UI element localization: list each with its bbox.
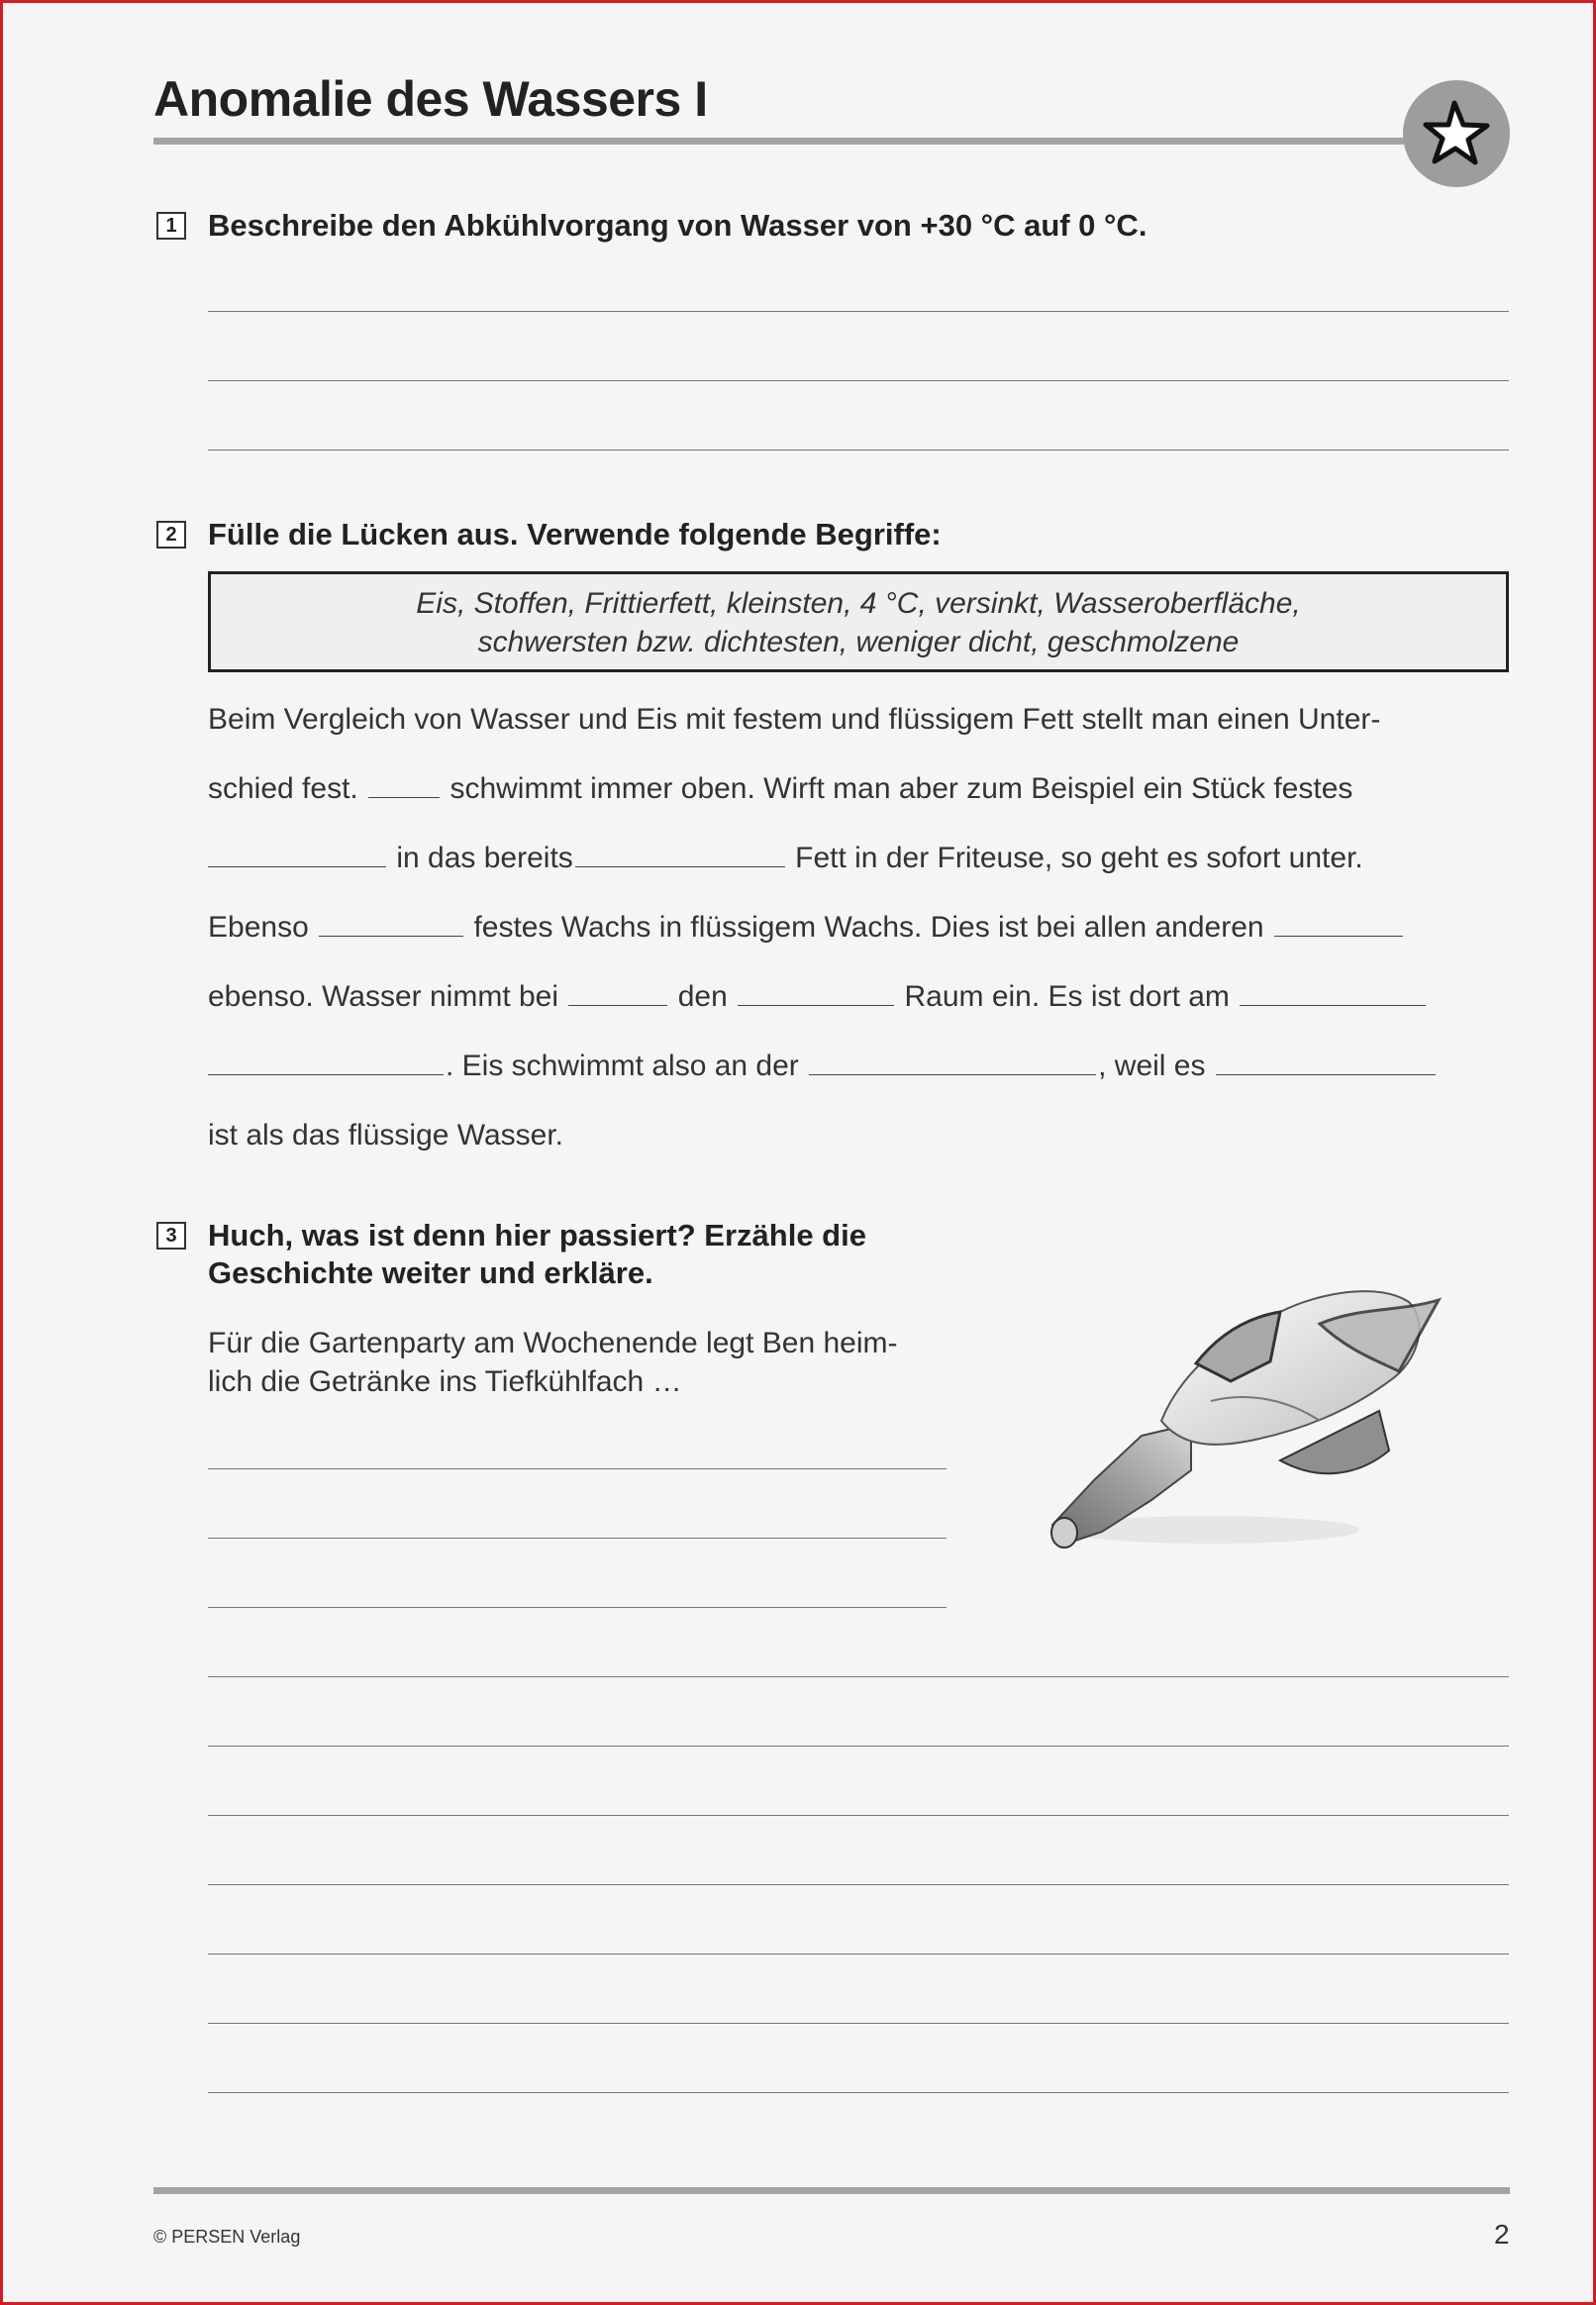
task-2-number: 2 <box>156 521 186 549</box>
answer-line[interactable] <box>208 2023 1509 2024</box>
answer-line[interactable] <box>208 450 1509 451</box>
cloze-line <box>208 839 1363 878</box>
story-prompt <box>208 1324 960 1401</box>
word-bank-line: schwersten bzw. dichtesten, weniger dicht, geschmolzene <box>477 626 1240 658</box>
answer-line[interactable] <box>208 2092 1509 2093</box>
task-1-instruction: Beschreibe den Abkühlvorgang von Wasser von +30 °C auf 0 °C. <box>208 208 1147 243</box>
task-1-number: 1 <box>156 212 186 240</box>
gap-blank[interactable] <box>208 1047 444 1075</box>
gap-blank[interactable] <box>568 977 667 1006</box>
answer-line[interactable] <box>208 1815 1509 1816</box>
task-3-instruction <box>208 1217 866 1292</box>
story-line: Für die Gartenparty am Wochenende legt Ben heim- <box>208 1327 898 1359</box>
cloze-text: festes Wachs in flüssigem Wachs. Dies ist bei allen anderen <box>473 911 1264 944</box>
answer-line[interactable] <box>208 1538 947 1539</box>
gap-blank[interactable] <box>319 908 463 937</box>
gap-blank[interactable] <box>368 769 440 798</box>
task-3-number: 3 <box>156 1222 186 1250</box>
gap-blank[interactable] <box>1216 1047 1436 1075</box>
cloze-line <box>208 769 1352 809</box>
cloze-text: schied fest. <box>208 772 358 805</box>
copyright: © PERSEN Verlag <box>153 2227 301 2247</box>
cloze-text: ist als das flüssige Wasser. <box>208 1119 564 1152</box>
cloze-line <box>208 1116 563 1155</box>
cloze-line <box>208 1047 1438 1086</box>
page-number: 2 <box>1494 2219 1510 2250</box>
task-3-instruction-line: Geschichte weiter und erkläre. <box>208 1255 653 1290</box>
word-bank-line: Eis, Stoffen, Frittierfett, kleinsten, 4 °C, versinkt, Wasseroberfläche, <box>416 587 1301 620</box>
cloze-text: , weil es <box>1098 1050 1206 1082</box>
cloze-line <box>208 977 1428 1017</box>
cloze-text: Fett in der Friteuse, so geht es sofort unter. <box>795 842 1363 874</box>
footer-divider <box>153 2187 1510 2194</box>
star-icon <box>1420 97 1493 170</box>
cloze-text: in das bereits <box>396 842 573 874</box>
task-3-instruction-line: Huch, was ist denn hier passiert? Erzähle die <box>208 1218 866 1253</box>
cloze-line <box>208 700 1380 740</box>
gap-blank[interactable] <box>738 977 894 1006</box>
cloze-text: . Eis schwimmt also an der <box>446 1050 799 1082</box>
word-bank <box>208 571 1509 672</box>
cloze-text: Raum ein. Es ist dort am <box>904 980 1230 1013</box>
gap-blank[interactable] <box>1240 977 1426 1006</box>
gap-blank[interactable] <box>809 1047 1096 1075</box>
cloze-text: schwimmt immer oben. Wirft man aber zum Beispiel ein Stück festes <box>449 772 1353 805</box>
answer-line[interactable] <box>208 1468 947 1469</box>
difficulty-badge <box>1403 80 1510 187</box>
gap-blank[interactable] <box>1274 908 1403 937</box>
gap-blank[interactable] <box>575 839 785 867</box>
answer-line[interactable] <box>208 311 1509 312</box>
cloze-line <box>208 908 1405 948</box>
gap-blank[interactable] <box>208 839 386 867</box>
cloze-text: ebenso. Wasser nimmt bei <box>208 980 559 1013</box>
answer-line[interactable] <box>208 1607 947 1608</box>
cloze-text: Ebenso <box>208 911 309 944</box>
cloze-text: Beim Vergleich von Wasser und Eis mit festem und flüssigem Fett stellt man einen Unter- <box>208 703 1381 736</box>
answer-line[interactable] <box>208 1884 1509 1885</box>
page-title: Anomalie des Wassers I <box>153 71 708 127</box>
answer-line[interactable] <box>208 380 1509 381</box>
title-divider <box>153 138 1411 145</box>
cloze-text: den <box>677 980 728 1013</box>
story-line: lich die Getränke ins Tiefkühlfach … <box>208 1365 682 1398</box>
broken-bottle-image <box>1023 1253 1448 1569</box>
answer-line[interactable] <box>208 1746 1509 1747</box>
answer-line[interactable] <box>208 1676 1509 1677</box>
task-2-instruction: Fülle die Lücken aus. Verwende folgende Begriffe: <box>208 517 942 551</box>
